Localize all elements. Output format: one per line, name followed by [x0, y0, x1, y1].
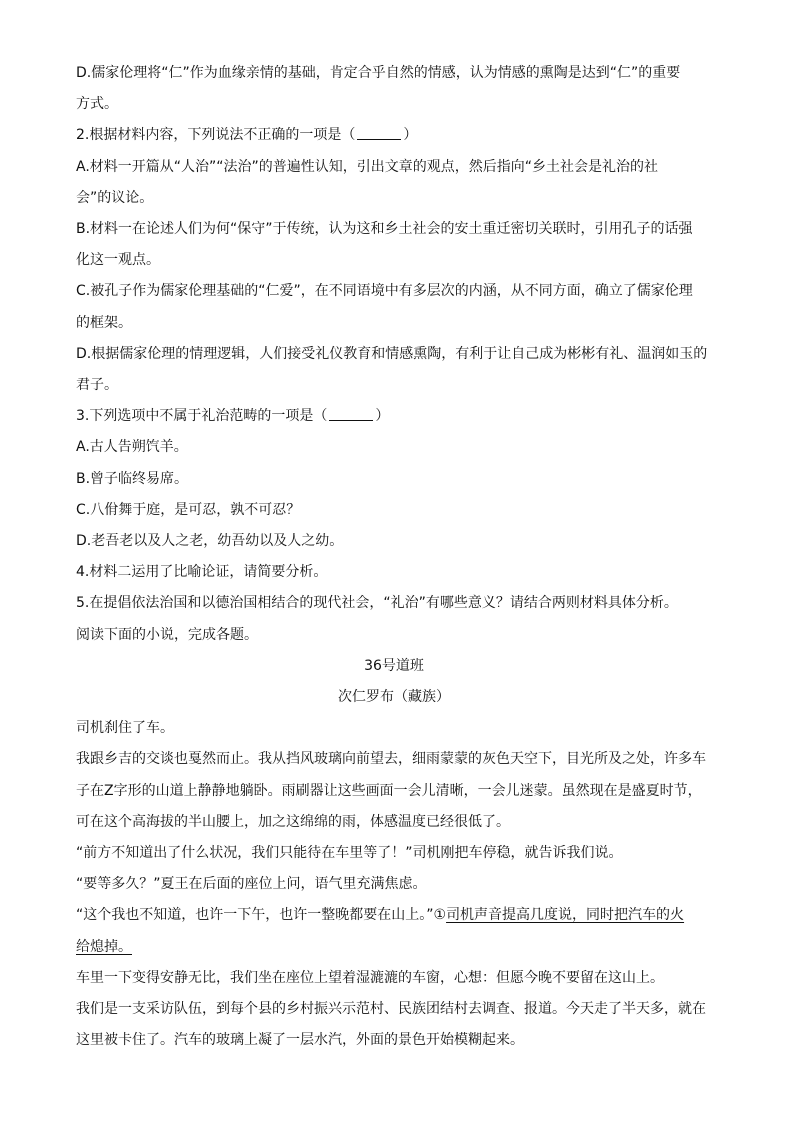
story-paragraph-5-line-1	[76, 900, 712, 931]
question-2	[76, 120, 712, 151]
q3-option-b: B.曾子临终易席。	[76, 470, 189, 487]
question-2-close: ）	[403, 127, 418, 144]
answer-blank-q2[interactable]	[357, 125, 401, 140]
question-4: 4.材料二运用了比喻论证，请简要分析。	[76, 564, 328, 581]
story-paragraph-3: “前方不知道出了什么状况，我们只能待在车里等了！”司机刚把车停稳，就告诉我们说。	[76, 845, 623, 862]
question-3	[76, 401, 712, 432]
q2-option-c-line-2: 的框架。	[76, 314, 132, 331]
story-paragraph-5-text: “这个我也不知道，也许一下午，也许一整晚都要在山上。”①	[76, 907, 447, 924]
story-paragraph-4: “要等多久？”夏王在后面的座位上问，语气里充满焦虑。	[76, 876, 427, 893]
option-d-line-1: D.儒家伦理将“仁”作为血缘亲情的基础，肯定合乎自然的情感，认为情感的熏陶是达到“仁”的重要	[76, 65, 681, 81]
story-paragraph-7-line-1: 我们是一支采访队伍，到每个县的乡村振兴示范村、民族团结村去调查、报道。今天走了半天多，就在	[76, 1001, 706, 1018]
reading-instruction: 阅读下面的小说，完成各题。	[76, 626, 258, 643]
underlined-sentence-1-cont: 给熄掉。	[76, 938, 132, 955]
q3-option-a: A.古人告朔饩羊。	[76, 439, 188, 456]
q2-option-d-line-1: D.根据儒家伦理的情理逻辑，人们接受礼仪教育和情感熏陶，有利于让自己成为彬彬有礼、温润如玉的	[76, 345, 708, 362]
question-3-text: 3.下列选项中不属于礼治范畴的一项是（	[76, 408, 328, 425]
q2-option-c-line-1: C.被孔子作为儒家伦理基础的“仁爱”，在不同语境中有多层次的内涵，从不同方面，确立了儒家伦理	[76, 283, 693, 300]
story-paragraph-7-line-2: 这里被卡住了。汽车的玻璃上凝了一层水汽，外面的景色开始模糊起来。	[76, 1032, 524, 1049]
q2-option-b-line-2: 化这一观点。	[76, 252, 160, 269]
question-5: 5.在提倡依法治国和以德治国相结合的现代社会，“礼治”有哪些意义？请结合两则材料具体分析。	[76, 595, 678, 612]
answer-blank-q3[interactable]	[329, 406, 373, 421]
q3-option-d: D.老吾老以及人之老，幼吾幼以及人之幼。	[76, 533, 344, 550]
question-3-close: ）	[375, 408, 390, 425]
underlined-sentence-1: 司机声音提高几度说，同时把汽车的火	[446, 907, 685, 924]
q2-option-a-line-2: 会”的议论。	[76, 189, 154, 206]
question-2-text: 2.根据材料内容，下列说法不正确的一项是（	[76, 127, 356, 144]
q3-option-c: C.八佾舞于庭，是可忍，孰不可忍？	[76, 501, 301, 518]
story-title: 36号道班	[364, 657, 424, 674]
q2-option-d-line-2: 君子。	[76, 377, 118, 394]
story-author: 次仁罗布（藏族）	[338, 689, 450, 706]
story-paragraph-5-line-2	[76, 932, 712, 963]
story-paragraph-2-line-2: 子在Z字形的山道上静静地躺卧。雨刷器让这些画面一会儿清晰，一会儿迷蒙。虽然现在是盛夏时节，	[76, 782, 702, 799]
document-page	[76, 58, 712, 1057]
story-paragraph-2-line-3: 可在这个高海拔的半山腰上，加之这绵绵的雨，体感温度已经很低了。	[76, 813, 510, 830]
option-d-line-2: 方式。	[76, 96, 118, 113]
story-paragraph-2-line-1: 我跟乡吉的交谈也戛然而止。我从挡风玻璃向前望去，细雨蒙蒙的灰色天空下，目光所及之处，许多车	[76, 751, 706, 768]
story-paragraph-1: 司机刹住了车。	[76, 720, 174, 737]
q2-option-b-line-1: B.材料一在论述人们为何“保守”于传统，认为这和乡土社会的安土重迁密切关联时，引用孔子的话强	[76, 221, 693, 238]
story-paragraph-6: 车里一下变得安静无比，我们坐在座位上望着湿漉漉的车窗，心想：但愿今晚不要留在这山上。	[76, 969, 664, 986]
q2-option-a-line-1: A.材料一开篇从“人治”“法治”的普遍性认知，引出文章的观点，然后指向“乡土社会是礼治的社	[76, 158, 659, 175]
